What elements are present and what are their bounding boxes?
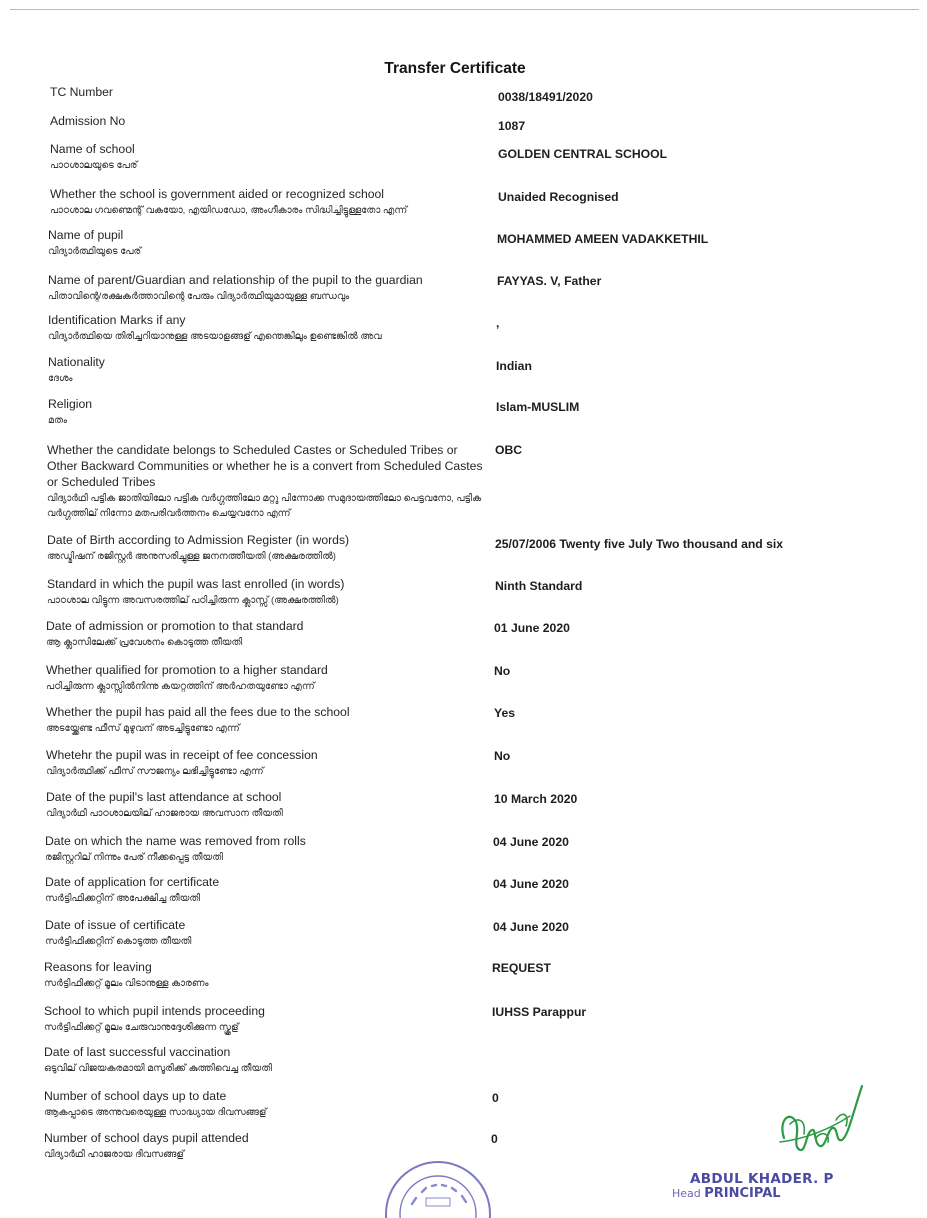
row-value: 0 [491, 1132, 498, 1146]
row-label-malayalam: ആ ക്ലാസിലേക്ക് പ്രവേശനം കൊടുത്ത തീയതി [46, 637, 243, 648]
row-label-malayalam: സർട്ടിഫിക്കറ്റിന് അപേക്ഷിച്ച തീയതി [45, 893, 201, 904]
row-value: REQUEST [492, 961, 551, 975]
row-value: Ninth Standard [495, 579, 583, 593]
row-label-malayalam: പാഠശാല വിട്ടുന്ന അവസരത്തില് പഠിച്ചിരുന്ന ക്ലാസ്സ് (അക്ഷരത്തിൽ) [47, 595, 339, 606]
designation-text: PRINCIPAL [704, 1186, 781, 1201]
signatory-name: ABDUL KHADER. P [690, 1171, 834, 1187]
row-label-malayalam: വിദ്യാർഥി പാഠശാലയില് ഹാജരായ അവസാന തീയതി [46, 808, 283, 819]
row-label [50, 84, 490, 100]
row-value: Indian [496, 359, 532, 373]
row-value: No [494, 664, 511, 678]
row-label-malayalam: സർട്ടിഫിക്കറ്റ് മൂലം വിടാനുള്ള കാരണം [44, 978, 209, 989]
row-label-malayalam: അടയ്ക്കേണ്ട ഫീസ് മുഴുവന് അടച്ചിട്ടുണ്ടോ എന്ന് [46, 723, 240, 734]
row-value: Yes [494, 706, 516, 720]
row-label [48, 312, 488, 344]
row-label-malayalam: സർട്ടിഫിക്കറ്റ് മൂലം ചേരുവാനുദ്ദേശിക്കുന്ന സ്കൂള് [44, 1022, 239, 1033]
row-label-english: Date of the pupil's last attendance at school [46, 790, 282, 804]
row-label-english: Nationality [48, 355, 105, 369]
row-label [48, 272, 488, 304]
row-label [50, 113, 490, 129]
row-label-malayalam: ഒടുവില് വിജയകരമായി മസൂരിക്ക് കുത്തിവെച്ച തീയതി [44, 1063, 272, 1074]
row-value: 10 March 2020 [494, 792, 578, 806]
row-label-malayalam: പഠിച്ചിരുന്ന ക്ലാസ്സിൽനിന്നു കയറ്റത്തിന് അർഹതയുണ്ടോ എന്ന് [46, 681, 315, 692]
row-label-malayalam: രജിസ്റ്ററില് നിന്നും പേര് നീക്കപ്പെട്ട തീയതി [45, 852, 223, 863]
row-label-malayalam: മതം [48, 415, 68, 426]
row-value: 1087 [498, 119, 526, 133]
row-label [44, 1003, 484, 1035]
row-label-english: Reasons for leaving [44, 960, 152, 974]
row-label-malayalam: വിദ്യാർഥി പട്ടിക ജാതിയിലോ പട്ടിക വർഗ്ഗത്തിലോ മറ്റു പിന്നോക്ക സമുദായത്തിലോ പെട്ടവനോ, പട്ടിക വർഗ്ഗത്തില് നിന്നോ മതപരിവർത്തനം ചെയ്യവനോ എന്ന് [47, 493, 482, 519]
signature-scribble-icon [776, 1080, 868, 1160]
row-value: 0 [492, 1091, 499, 1105]
row-value: IUHSS Parappur [492, 1005, 587, 1019]
row-label [47, 576, 487, 608]
row-value: 0038/18491/2020 [498, 90, 593, 104]
row-label [44, 959, 484, 991]
row-label-english: Name of pupil [48, 228, 124, 242]
row-label-malayalam: വിദ്യാർഥി ഹാജരായ ദിവസങ്ങള് [44, 1149, 185, 1160]
row-label [50, 141, 490, 173]
row-value: FAYYAS. V, Father [497, 274, 602, 288]
row-label-malayalam: അഡ്മിഷന് രജിസ്റ്റർ അനുസരിച്ചുള്ള ജനനത്തീയതി (അക്ഷരത്തിൽ) [47, 551, 336, 562]
row-label-malayalam: ആകപ്പാടെ അന്നുവരെയുള്ള സാദ്ധ്യായ ദിവസങ്ങള് [44, 1107, 267, 1118]
row-value: No [494, 749, 511, 763]
row-label-english: Name of parent/Guardian and relationship of the pupil to the guardian [48, 273, 423, 287]
row-label [48, 227, 488, 259]
row-value: MOHAMMED AMEEN VADAKKETHIL [497, 232, 709, 246]
row-label [45, 874, 485, 906]
row-label [46, 704, 486, 736]
row-label [46, 618, 486, 650]
row-label [47, 532, 487, 564]
row-value: , [496, 316, 500, 330]
row-label-english: School to which pupil intends proceeding [44, 1004, 265, 1018]
row-value: 04 June 2020 [493, 920, 569, 934]
row-label-english: Standard in which the pupil was last enrolled (in words) [47, 577, 345, 591]
row-label [45, 917, 485, 949]
row-value: Unaided Recognised [498, 190, 619, 204]
row-label-english: Whether the school is government aided or recognized school [50, 187, 384, 201]
signatory-designation: Head PRINCIPAL [672, 1186, 781, 1201]
row-label [45, 833, 485, 865]
row-value: OBC [495, 443, 523, 457]
row-value: GOLDEN CENTRAL SCHOOL [498, 147, 668, 161]
row-value: 01 June 2020 [494, 621, 570, 635]
row-value: 04 June 2020 [493, 835, 569, 849]
row-label [48, 354, 488, 386]
row-label-english: Date of last successful vaccination [44, 1045, 231, 1059]
row-label-malayalam: സർട്ടിഫിക്കറ്റിന് കൊടുത്ത തീയതി [45, 936, 192, 947]
row-label [47, 442, 487, 521]
row-label-english: Name of school [50, 142, 135, 156]
row-label-english: Date of admission or promotion to that standard [46, 619, 304, 633]
document-title: Transfer Certificate [384, 60, 526, 77]
row-label [48, 396, 488, 428]
row-label-english: Date on which the name was removed from rolls [45, 834, 306, 848]
row-label-english: Whether the candidate belongs to Scheduled Castes or Scheduled Tribes or Other Backward Communities or whether he is a convert from Scheduled Castes or Scheduled Tribes [47, 443, 483, 489]
row-label [44, 1044, 484, 1076]
row-label-english: Whetehr the pupil was in receipt of fee concession [46, 748, 318, 762]
row-value: 25/07/2006 Twenty five July Two thousand and six [495, 537, 784, 551]
row-label-malayalam: പാഠശാല ഗവണ്മെന്റ് വകയോ, എയിഡഡോ, അംഗീകാരം സിദ്ധിച്ചിട്ടുള്ളതോ എന്ന് [50, 205, 408, 216]
row-label-english: TC Number [50, 85, 113, 99]
row-label-english: Identification Marks if any [48, 313, 186, 327]
row-label [50, 186, 490, 218]
row-label [46, 789, 486, 821]
row-label-english: Whether the pupil has paid all the fees due to the school [46, 705, 350, 719]
row-label [46, 747, 486, 779]
row-value: 04 June 2020 [493, 877, 569, 891]
row-label-english: Number of school days pupil attended [44, 1131, 249, 1145]
row-label-english: Date of issue of certificate [45, 918, 186, 932]
row-label-english: Whether qualified for promotion to a higher standard [46, 663, 328, 677]
row-label-malayalam: പാഠശാലയുടെ പേര് [50, 160, 138, 171]
row-label-english: Date of Birth according to Admission Register (in words) [47, 533, 350, 547]
row-label-malayalam: വിദ്യാർത്ഥിയെ തിരിച്ചറിയാനുള്ള അടയാളങ്ങള് എന്തെങ്കിലും ഉണ്ടെങ്കിൽ അവ [48, 331, 382, 342]
school-seal-icon [382, 1158, 494, 1218]
row-label-malayalam: ദേശം [48, 373, 73, 384]
row-label-malayalam: വിദ്യാർത്ഥിക്ക് ഫീസ് സൗജന്യം ലഭിച്ചിട്ടുണ്ടോ എന്ന് [46, 766, 264, 777]
row-label [46, 662, 486, 694]
top-border-line [10, 9, 919, 10]
row-label-english: Religion [48, 397, 93, 411]
row-label-malayalam: പിതാവിന്റെ/രക്ഷകർത്താവിന്റെ പേരും വിദ്യാർത്ഥിയുമായുള്ള ബന്ധവും [48, 291, 350, 302]
row-label [44, 1088, 484, 1120]
row-label-english: Date of application for certificate [45, 875, 220, 889]
row-label-english: Number of school days up to date [44, 1089, 227, 1103]
row-value: Islam-MUSLIM [496, 400, 580, 414]
row-label-english: Admission No [50, 114, 126, 128]
row-label-malayalam: വിദ്യാർത്ഥിയുടെ പേര് [48, 246, 142, 257]
